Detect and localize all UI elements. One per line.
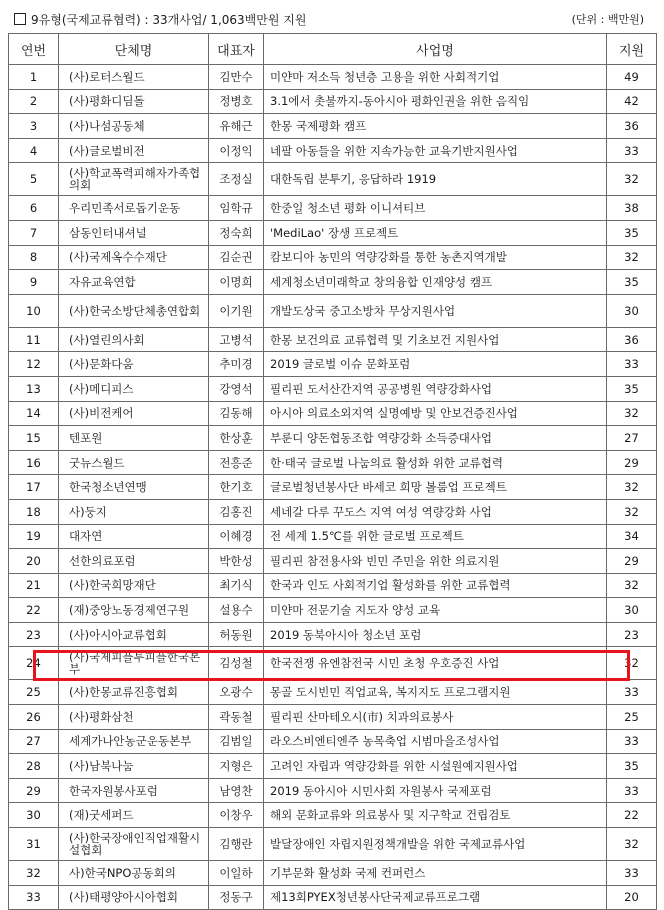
row-number: 27	[9, 729, 59, 754]
table-row	[9, 138, 657, 163]
table-row	[9, 114, 657, 139]
row-number: 3	[9, 114, 59, 139]
table-row	[9, 705, 657, 730]
representative-name: 오광수	[209, 680, 264, 705]
representative-name: 김홍진	[209, 499, 264, 524]
table-row	[9, 598, 657, 623]
organization-name: (사)메디피스	[59, 376, 209, 401]
representative-name: 유해근	[209, 114, 264, 139]
organization-name: (사)글로벌비전	[59, 138, 209, 163]
row-number: 33	[9, 885, 59, 910]
project-name: 글로벌청년봉사단 바세코 희망 볼룸업 프로젝트	[264, 475, 607, 500]
project-name: 한몽 국제평화 캠프	[264, 114, 607, 139]
page-header	[14, 12, 650, 28]
row-number: 6	[9, 196, 59, 221]
representative-name: 남영찬	[209, 778, 264, 803]
representative-name: 한상훈	[209, 426, 264, 451]
project-name: 미얀마 전문기술 지도자 양성 교육	[264, 598, 607, 623]
support-amount: 32	[607, 828, 657, 861]
organization-name: 자유교육연합	[59, 270, 209, 295]
organization-name: 세계가나안농군운동본부	[59, 729, 209, 754]
support-amount: 20	[607, 885, 657, 910]
organization-name: 사)둥지	[59, 499, 209, 524]
organization-name: (사)남북나눔	[59, 754, 209, 779]
support-amount: 49	[607, 65, 657, 90]
representative-name: 이일하	[209, 861, 264, 886]
support-amount: 27	[607, 426, 657, 451]
organization-name: (사)한국장애인직업재활시설협회	[59, 828, 209, 861]
table-row	[9, 803, 657, 828]
project-name: 해외 문화교류와 의료봉사 및 지구학교 건립검토	[264, 803, 607, 828]
project-name: 캄보디아 농민의 역량강화를 통한 농촌지역개발	[264, 245, 607, 270]
representative-name: 김동해	[209, 401, 264, 426]
support-amount: 23	[607, 622, 657, 647]
table-row	[9, 89, 657, 114]
row-number: 4	[9, 138, 59, 163]
organization-name: 사)한국NPO공동회의	[59, 861, 209, 886]
row-number: 17	[9, 475, 59, 500]
support-amount: 33	[607, 729, 657, 754]
row-number: 21	[9, 573, 59, 598]
column-header-organization: 단체명	[59, 34, 209, 65]
support-amount: 42	[607, 89, 657, 114]
organization-name: (사)학교폭력피해자가족협의회	[59, 163, 209, 196]
table-row	[9, 220, 657, 245]
organization-name: (사)열린의사회	[59, 327, 209, 352]
representative-name: 지형은	[209, 754, 264, 779]
organization-name: (사)국제옥수수재단	[59, 245, 209, 270]
support-amount: 36	[607, 114, 657, 139]
table-row	[9, 245, 657, 270]
project-name: 한국전쟁 유엔참전국 시민 초청 우호증진 사업	[264, 647, 607, 680]
organization-name: (사)비전케어	[59, 401, 209, 426]
row-number: 31	[9, 828, 59, 861]
table-row	[9, 828, 657, 861]
support-amount: 35	[607, 270, 657, 295]
representative-name: 조정실	[209, 163, 264, 196]
row-number: 20	[9, 549, 59, 574]
table-row	[9, 65, 657, 90]
representative-name: 임학규	[209, 196, 264, 221]
row-number: 19	[9, 524, 59, 549]
representative-name: 이혜경	[209, 524, 264, 549]
project-name: 세네갈 다루 꾸도스 지역 여성 역량강화 사업	[264, 499, 607, 524]
representative-name: 설용수	[209, 598, 264, 623]
project-name: 세계청소년미래학교 창의융합 인재양성 캠프	[264, 270, 607, 295]
project-name: 아시아 의료소외지역 실명예방 및 안보건증진사업	[264, 401, 607, 426]
row-number: 25	[9, 680, 59, 705]
support-amount: 30	[607, 598, 657, 623]
support-amount: 35	[607, 754, 657, 779]
table-row	[9, 680, 657, 705]
support-amount: 22	[607, 803, 657, 828]
organization-name: (재)중앙노동경제연구원	[59, 598, 209, 623]
table-row	[9, 376, 657, 401]
organization-name: (사)한국희망재단	[59, 573, 209, 598]
support-amount: 29	[607, 450, 657, 475]
organization-name: (사)문화다움	[59, 352, 209, 377]
representative-name: 강영석	[209, 376, 264, 401]
organization-name: (사)평화디딤돌	[59, 89, 209, 114]
representative-name: 최기식	[209, 573, 264, 598]
support-amount: 33	[607, 352, 657, 377]
representative-name: 정숙희	[209, 220, 264, 245]
support-amount: 32	[607, 401, 657, 426]
support-amount: 30	[607, 294, 657, 327]
project-name: 한·태국 글로벌 나눔의료 활성화 위한 교류협력	[264, 450, 607, 475]
row-number: 10	[9, 294, 59, 327]
project-name: 미얀마 저소득 청년층 고용을 위한 사회적기업	[264, 65, 607, 90]
support-amount: 36	[607, 327, 657, 352]
support-amount: 35	[607, 376, 657, 401]
table-row	[9, 475, 657, 500]
table-row	[9, 196, 657, 221]
row-number: 29	[9, 778, 59, 803]
representative-name: 박한성	[209, 549, 264, 574]
representative-name: 고병석	[209, 327, 264, 352]
row-number: 12	[9, 352, 59, 377]
row-number: 22	[9, 598, 59, 623]
table-row	[9, 450, 657, 475]
table-row	[9, 327, 657, 352]
column-header-project: 사업명	[264, 34, 607, 65]
support-amount: 33	[607, 861, 657, 886]
project-name: 2019 동북아시아 청소년 포럼	[264, 622, 607, 647]
project-name: 한몽 보건의료 교류협력 및 기초보건 지원사업	[264, 327, 607, 352]
row-number: 24	[9, 647, 59, 680]
organization-name: 삼동인터내셔널	[59, 220, 209, 245]
support-amount: 32	[607, 475, 657, 500]
support-amount: 32	[607, 245, 657, 270]
support-amount: 32	[607, 573, 657, 598]
project-name: 전 세계 1.5℃를 위한 글로벌 프로젝트	[264, 524, 607, 549]
table-header-row	[9, 34, 657, 65]
representative-name: 추미경	[209, 352, 264, 377]
row-number: 7	[9, 220, 59, 245]
row-number: 23	[9, 622, 59, 647]
project-name: 개발도상국 중고소방차 무상지원사업	[264, 294, 607, 327]
organization-name: (사)한국소방단체총연합회	[59, 294, 209, 327]
table-body	[9, 65, 657, 910]
table-row	[9, 401, 657, 426]
project-name: 대한독립 분투기, 응답하라 1919	[264, 163, 607, 196]
organization-name: 굿뉴스월드	[59, 450, 209, 475]
support-amount: 32	[607, 499, 657, 524]
row-number: 1	[9, 65, 59, 90]
project-name: 네팔 아동들을 위한 지속가능한 교육기반지원사업	[264, 138, 607, 163]
project-name: 기부문화 활성화 국제 컨퍼런스	[264, 861, 607, 886]
table-row	[9, 754, 657, 779]
support-amount: 33	[607, 138, 657, 163]
representative-name: 허동원	[209, 622, 264, 647]
project-name: 한국과 인도 사회적기업 활성화를 위한 교류협력	[264, 573, 607, 598]
unit-label: (단위 : 백만원)	[571, 13, 644, 26]
table-row	[9, 549, 657, 574]
organization-name: (사)로터스월드	[59, 65, 209, 90]
project-name: 필리핀 도서산간지역 공공병원 역량강화사업	[264, 376, 607, 401]
table-row	[9, 163, 657, 196]
category-title: 9유형(국제교류협력) : 33개사업/ 1,063백만원 지원	[31, 13, 307, 27]
representative-name: 이기원	[209, 294, 264, 327]
project-name: 'MediLao' 장생 프로젝트	[264, 220, 607, 245]
project-name: 2019 동아시아 시민사회 자원봉사 국제포럼	[264, 778, 607, 803]
organization-name: (사)한몽교류진흥협회	[59, 680, 209, 705]
representative-name: 정동구	[209, 885, 264, 910]
checkbox-square-icon	[14, 13, 26, 25]
organization-name: (사)평화삼천	[59, 705, 209, 730]
representative-name: 곽동철	[209, 705, 264, 730]
table-row	[9, 270, 657, 295]
project-name: 제13회PYEX청년봉사단국제교류프로그램	[264, 885, 607, 910]
row-number: 28	[9, 754, 59, 779]
row-number: 26	[9, 705, 59, 730]
representative-name: 김만수	[209, 65, 264, 90]
table-row	[9, 622, 657, 647]
organization-name: 텐포원	[59, 426, 209, 451]
column-header-number: 연번	[9, 34, 59, 65]
row-number: 16	[9, 450, 59, 475]
row-number: 18	[9, 499, 59, 524]
table-row	[9, 524, 657, 549]
table-row	[9, 885, 657, 910]
organization-name: 한국자원봉사포럼	[59, 778, 209, 803]
row-number: 30	[9, 803, 59, 828]
table-row	[9, 573, 657, 598]
table-row	[9, 294, 657, 327]
table-row	[9, 861, 657, 886]
support-amount: 35	[607, 220, 657, 245]
representative-name: 김순권	[209, 245, 264, 270]
project-name: 필리핀 산마테오시(市) 치과의료봉사	[264, 705, 607, 730]
support-amount: 34	[607, 524, 657, 549]
support-amount: 33	[607, 778, 657, 803]
table-row	[9, 352, 657, 377]
row-number: 13	[9, 376, 59, 401]
representative-name: 이창우	[209, 803, 264, 828]
project-name: 몽골 도시빈민 직업교육, 복지지도 프로그램지원	[264, 680, 607, 705]
representative-name: 김행란	[209, 828, 264, 861]
support-amount: 25	[607, 705, 657, 730]
project-name: 발달장애인 자립지원정책개발을 위한 국제교류사업	[264, 828, 607, 861]
support-amount: 33	[607, 680, 657, 705]
organization-name: (사)나섬공동체	[59, 114, 209, 139]
organization-name: 한국청소년연맹	[59, 475, 209, 500]
support-table	[8, 33, 657, 910]
organization-name: 대자연	[59, 524, 209, 549]
row-number: 9	[9, 270, 59, 295]
project-name: 고려인 자립과 역량강화를 위한 시설원예지원사업	[264, 754, 607, 779]
representative-name: 김성철	[209, 647, 264, 680]
project-name: 부룬디 양돈협동조합 역량강화 소득증대사업	[264, 426, 607, 451]
support-amount: 29	[607, 549, 657, 574]
row-number: 5	[9, 163, 59, 196]
project-name: 3.1에서 촛불까지-동아시아 평화인권을 위한 음직임	[264, 89, 607, 114]
row-number: 8	[9, 245, 59, 270]
row-number: 11	[9, 327, 59, 352]
organization-name: (재)굿세퍼드	[59, 803, 209, 828]
column-header-representative: 대표자	[209, 34, 264, 65]
project-name: 한중일 청소년 평화 이니셔티브	[264, 196, 607, 221]
table-row	[9, 778, 657, 803]
table-row	[9, 426, 657, 451]
representative-name: 정병호	[209, 89, 264, 114]
table-row	[9, 729, 657, 754]
row-number: 15	[9, 426, 59, 451]
support-amount: 32	[607, 163, 657, 196]
representative-name: 이명희	[209, 270, 264, 295]
representative-name: 이정익	[209, 138, 264, 163]
column-header-amount: 지원	[607, 34, 657, 65]
organization-name: (사)태평양아시아협회	[59, 885, 209, 910]
organization-name: 우리민족서로돕기운동	[59, 196, 209, 221]
row-number: 32	[9, 861, 59, 886]
row-number: 14	[9, 401, 59, 426]
organization-name: (사)국제피플투피플한국본부	[59, 647, 209, 680]
representative-name: 한기호	[209, 475, 264, 500]
representative-name: 전흥준	[209, 450, 264, 475]
representative-name: 김범일	[209, 729, 264, 754]
support-amount: 38	[607, 196, 657, 221]
organization-name: (사)아시아교류협회	[59, 622, 209, 647]
organization-name: 선한의료포럼	[59, 549, 209, 574]
row-number: 2	[9, 89, 59, 114]
table-row	[9, 499, 657, 524]
project-name: 2019 글로벌 이슈 문화포럼	[264, 352, 607, 377]
support-amount: 32	[607, 647, 657, 680]
table-row	[9, 647, 657, 680]
project-name: 필리핀 참전용사와 빈민 주민을 위한 의료지원	[264, 549, 607, 574]
project-name: 라오스비엔티엔주 농목축업 시범마을조성사업	[264, 729, 607, 754]
